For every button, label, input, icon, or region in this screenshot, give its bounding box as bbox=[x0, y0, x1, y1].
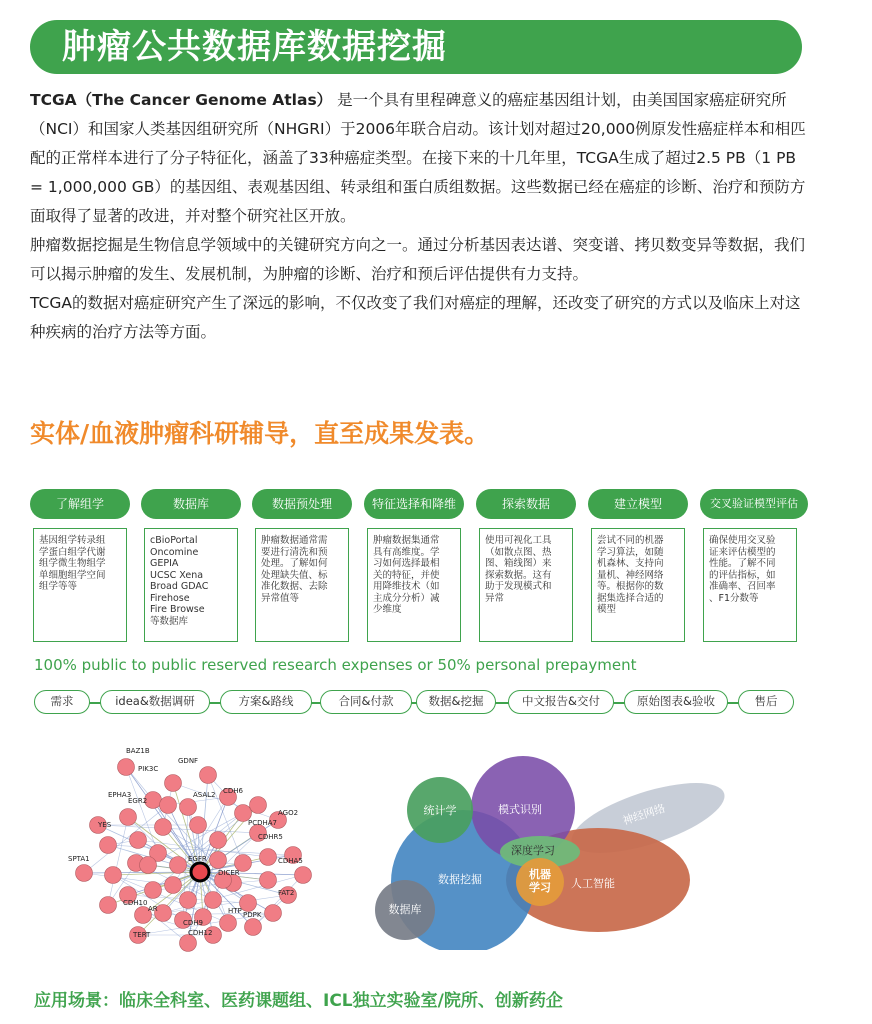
intro-paragraph-2: 肿瘤数据挖掘是生物信息学领域中的关键研究方向之一。通过分析基因表达谱、突变谱、拷贝数变异等数据，我们可以揭示肿瘤的发生、发展机制，为肿瘤的诊断、治疗和预后评估提供有力支持。 bbox=[30, 236, 806, 283]
network-gene-label: EPHA3 bbox=[108, 791, 132, 799]
step-body-line: 机森林、支持向 bbox=[597, 558, 664, 569]
step-body-line: 肿瘤数据集通常 bbox=[373, 535, 440, 546]
step-body-line: 学习算法，如随 bbox=[597, 546, 664, 558]
network-gene-label: PDPK bbox=[243, 911, 262, 919]
step-body-line: 模型 bbox=[597, 604, 617, 615]
step-body-line: 学蛋白组学代谢 bbox=[39, 546, 106, 558]
step-body-line: 等。根据你的数 bbox=[597, 581, 664, 592]
network-node bbox=[210, 852, 227, 869]
step-body-line: （如散点图、热 bbox=[485, 546, 552, 558]
flow-step: 售后 bbox=[738, 690, 794, 714]
network-node bbox=[190, 817, 207, 834]
step-head: 交叉验证模型评估 bbox=[700, 489, 808, 519]
network-gene-label: CDH9 bbox=[183, 919, 203, 927]
step-head: 数据库 bbox=[141, 489, 241, 519]
network-gene-label: ASAL2 bbox=[193, 791, 216, 799]
data-science-venn bbox=[360, 750, 735, 950]
step-body-line: 证来评估模型的 bbox=[709, 546, 776, 558]
network-node bbox=[180, 935, 197, 952]
step-body-3 bbox=[367, 528, 461, 642]
network-gene-label: GDNF bbox=[178, 757, 199, 765]
step-body-line: 等数据库 bbox=[150, 615, 189, 627]
step-body-4 bbox=[479, 528, 573, 642]
network-gene-label: FAT2 bbox=[278, 889, 295, 897]
venn-label-deep: 深度学习 bbox=[511, 844, 555, 857]
flow-step: 合同&付款 bbox=[320, 690, 412, 714]
network-gene-label: CDHR5 bbox=[258, 833, 283, 841]
step-body-line: GEPIA bbox=[150, 558, 179, 569]
network-gene-label: EGR2 bbox=[128, 797, 148, 805]
network-gene-label: YES bbox=[98, 821, 112, 829]
network-gene-label: TERT bbox=[133, 931, 151, 939]
network-node bbox=[160, 797, 177, 814]
venn-label-data-mining: 数据挖掘 bbox=[438, 873, 482, 886]
network-node bbox=[100, 837, 117, 854]
step-body-line: 主成分分析）减 bbox=[373, 592, 440, 604]
venn-label-neural: 神经网络 bbox=[620, 801, 667, 828]
network-node bbox=[155, 819, 172, 836]
flow-step: 中文报告&交付 bbox=[508, 690, 614, 714]
network-gene-label: PIK3C bbox=[138, 765, 159, 773]
step-body-line: 习如何选择最相 bbox=[373, 558, 440, 569]
step-body-line: Fire Browse bbox=[150, 604, 205, 615]
step-body-1 bbox=[144, 528, 238, 642]
step-body-line: 助于发现模式和 bbox=[485, 581, 552, 592]
network-node bbox=[295, 867, 312, 884]
network-gene-label: HTP bbox=[228, 907, 242, 915]
step-body-6 bbox=[703, 528, 797, 642]
network-node bbox=[118, 759, 135, 776]
network-gene-label: EGFR bbox=[188, 855, 207, 863]
venn-label-statistics: 统计学 bbox=[423, 804, 457, 817]
gene-network-graph bbox=[68, 745, 320, 960]
step-body-line: 肿瘤数据通常需 bbox=[261, 535, 328, 546]
network-gene-label: BAZ1B bbox=[126, 747, 150, 755]
step-body-line: 单细胞组学空间 bbox=[39, 569, 106, 581]
flow-step: 方案&路线 bbox=[220, 690, 312, 714]
network-node bbox=[130, 832, 147, 849]
step-body-line: Broad GDAC bbox=[150, 581, 209, 592]
network-node bbox=[205, 892, 222, 909]
step-body-line: 少维度 bbox=[373, 604, 402, 615]
network-gene-label: AR bbox=[148, 905, 158, 913]
page-title: 肿瘤公共数据库数据挖掘 bbox=[62, 27, 447, 67]
network-gene-label: AGO2 bbox=[278, 809, 299, 817]
step-body-line: 异常 bbox=[485, 592, 505, 604]
flow-step: 需求 bbox=[34, 690, 90, 714]
step-body-line: 量机、神经网络 bbox=[597, 569, 664, 581]
network-gene-label: SPTA1 bbox=[68, 855, 90, 863]
network-node bbox=[180, 799, 197, 816]
network-node bbox=[240, 895, 257, 912]
network-hub-node bbox=[191, 863, 209, 881]
step-head: 探索数据 bbox=[476, 489, 576, 519]
step-body-line: 据集选择合适的 bbox=[597, 592, 664, 604]
network-gene-label: CDH10 bbox=[123, 899, 148, 907]
network-node bbox=[180, 892, 197, 909]
step-body-line: cBioPortal bbox=[150, 535, 198, 546]
step-body-line: 处理缺失值、标 bbox=[261, 569, 328, 581]
step-body-line: Oncomine bbox=[150, 546, 199, 558]
step-body-line: 探索数据。这有 bbox=[485, 569, 552, 581]
slogan: 实体/血液肿瘤科研辅导，直至成果发表。 bbox=[30, 419, 490, 448]
step-body-5 bbox=[591, 528, 685, 642]
step-head: 特征选择和降维 bbox=[364, 489, 464, 519]
intro-p1-rest: 是一个具有里程碑意义的癌症基因组计划，由美国国家癌症研究所（NCI）和国家人类基因组研究所（NHGRI）于2006年联合启动。该计划对超过20,000例原发性癌症样本和相匹配的正常样本进行了分子特征化，涵盖了33种癌症类型。在接下来的十几年里，TCGA生成了超过2.5 PB（1 PB = 1,000,000 GB）的基因组、表观基因组、转录组和蛋白质组数据。这些数据已经在癌症的诊断、治疗和预防方面取得了显著的改进，并对整个研究社区开放。 bbox=[30, 91, 806, 225]
intro-paragraph-3: TCGA的数据对癌症研究产生了深远的影响，不仅改变了我们对癌症的理解，还改变了研究的方式以及临床上对这种疾病的治疗方法等方面。 bbox=[30, 294, 801, 341]
network-node bbox=[260, 872, 277, 889]
venn-label-pattern: 模式识别 bbox=[498, 803, 542, 816]
step-body-line: 确保使用交叉验 bbox=[709, 535, 776, 546]
network-gene-label: CDHA5 bbox=[278, 857, 303, 865]
step-body-line: 准确率、召回率 bbox=[709, 581, 776, 592]
network-node bbox=[120, 809, 137, 826]
pricing-note: 100% public to public reserved research expenses or 50% personal prepayment bbox=[34, 656, 637, 674]
step-body-line: 要进行清洗和预 bbox=[261, 546, 328, 558]
step-body-line: 尝试不同的机器 bbox=[597, 535, 664, 546]
venn-label-ml: 机器学习 bbox=[529, 868, 551, 894]
application-scenarios: 应用场景：临床全科室、医药课题组、ICL独立实验室/院所、创新药企 bbox=[34, 991, 563, 1011]
network-node bbox=[145, 882, 162, 899]
network-node bbox=[245, 919, 262, 936]
network-gene-label: CDH6 bbox=[223, 787, 243, 795]
network-node bbox=[220, 915, 237, 932]
step-body-line: 使用可视化工具 bbox=[485, 535, 552, 546]
step-body-line: 图、箱线图）来 bbox=[485, 558, 552, 569]
venn-label-database: 数据库 bbox=[388, 903, 422, 916]
step-body-line: 具有高维度。学 bbox=[373, 546, 440, 558]
flow-step: idea&数据调研 bbox=[100, 690, 210, 714]
network-node bbox=[140, 857, 157, 874]
step-head: 了解组学 bbox=[30, 489, 130, 519]
network-node bbox=[105, 867, 122, 884]
step-body-line: 用降维技术（如 bbox=[373, 581, 440, 592]
step-body-0 bbox=[33, 528, 127, 642]
intro-paragraph-1 bbox=[30, 86, 806, 231]
step-head: 数据预处理 bbox=[252, 489, 352, 519]
step-body-line: 准化数据、去除 bbox=[261, 581, 328, 592]
step-body-line: 性能。了解不同 bbox=[709, 558, 776, 569]
network-node bbox=[165, 877, 182, 894]
flow-step: 数据&挖掘 bbox=[416, 690, 496, 714]
step-body-line: Firehose bbox=[150, 592, 190, 604]
step-head: 建立模型 bbox=[588, 489, 688, 519]
network-node bbox=[100, 897, 117, 914]
step-body-2 bbox=[255, 528, 349, 642]
flow-step: 原始图表&验收 bbox=[624, 690, 728, 714]
step-body-line: UCSC Xena bbox=[150, 569, 204, 581]
network-node bbox=[170, 857, 187, 874]
step-body-line: 异常值等 bbox=[261, 592, 300, 604]
network-node bbox=[250, 797, 267, 814]
step-body-line: 基因组学转录组 bbox=[39, 535, 106, 546]
intro-text bbox=[30, 86, 806, 347]
step-body-line: 组学微生物组学 bbox=[39, 558, 106, 569]
network-gene-label: DICER bbox=[218, 869, 240, 877]
network-node bbox=[165, 775, 182, 792]
network-node bbox=[265, 905, 282, 922]
step-body-line: 组学等等 bbox=[39, 581, 78, 592]
step-body-line: 处理。了解如何 bbox=[261, 558, 328, 569]
network-gene-label: PCDHA7 bbox=[248, 819, 278, 827]
venn-label-ai: 人工智能 bbox=[571, 877, 615, 890]
step-body-line: 、F1分数等 bbox=[709, 592, 759, 604]
network-node bbox=[260, 849, 277, 866]
network-gene-label: CDH12 bbox=[188, 929, 213, 937]
step-body-line: 关的特征，并使 bbox=[373, 569, 440, 581]
step-body-line: 的评估指标，如 bbox=[709, 569, 776, 581]
network-node bbox=[210, 832, 227, 849]
network-node bbox=[76, 865, 93, 882]
intro-lead: TCGA（The Cancer Genome Atlas） bbox=[30, 91, 333, 109]
network-node bbox=[200, 767, 217, 784]
